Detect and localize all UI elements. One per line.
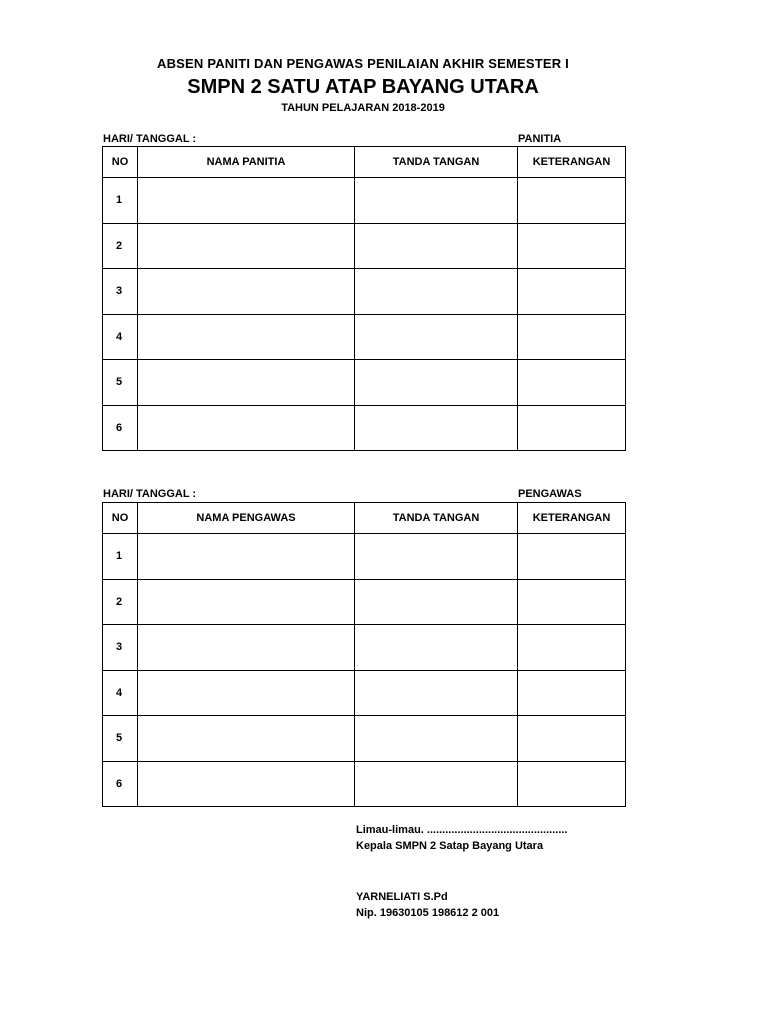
table-row (103, 360, 626, 406)
remarks-cell[interactable] (518, 670, 626, 716)
signature-cell[interactable] (355, 670, 518, 716)
remarks-cell[interactable] (518, 178, 626, 224)
remarks-cell[interactable] (518, 625, 626, 671)
signer-name: YARNELIATI S.Pd (356, 891, 448, 903)
table-row (103, 716, 626, 762)
row-number: 1 (103, 178, 138, 224)
name-cell[interactable] (138, 360, 355, 406)
place-date-line: Limau-limau. .............................................. (356, 824, 568, 836)
table-row (103, 534, 626, 580)
remarks-cell[interactable] (518, 716, 626, 762)
column-header-no: NO (103, 147, 138, 178)
name-cell[interactable] (138, 269, 355, 315)
row-number: 5 (103, 360, 138, 406)
signature-cell[interactable] (355, 534, 518, 580)
signature-cell[interactable] (355, 716, 518, 762)
name-cell[interactable] (138, 405, 355, 451)
signature-cell[interactable] (355, 269, 518, 315)
name-cell[interactable] (138, 716, 355, 762)
row-number: 3 (103, 625, 138, 671)
row-number: 1 (103, 534, 138, 580)
row-number: 6 (103, 405, 138, 451)
pengawas-date-label: HARI/ TANGGAL : (103, 488, 197, 500)
signer-nip: Nip. 19630105 198612 2 001 (356, 907, 500, 919)
row-number: 6 (103, 761, 138, 807)
column-header-name: NAMA PANITIA (138, 147, 355, 178)
panitia-section-label: PANITIA (518, 133, 562, 145)
name-cell[interactable] (138, 223, 355, 269)
row-number: 3 (103, 269, 138, 315)
name-cell[interactable] (138, 534, 355, 580)
table-row (103, 761, 626, 807)
remarks-cell[interactable] (518, 269, 626, 315)
name-cell[interactable] (138, 761, 355, 807)
column-header-remarks: KETERANGAN (518, 147, 626, 178)
column-header-signature: TANDA TANGAN (355, 503, 518, 534)
document-title: ABSEN PANITI DAN PENGAWAS PENILAIAN AKHIR SEMESTER I (157, 56, 569, 71)
signature-cell[interactable] (355, 223, 518, 269)
signer-title: Kepala SMPN 2 Satap Bayang Utara (356, 840, 544, 852)
row-number: 4 (103, 314, 138, 360)
column-header-remarks: KETERANGAN (518, 503, 626, 534)
pengawas-section-label: PENGAWAS (518, 488, 582, 500)
pengawas-table (102, 502, 626, 807)
panitia-table (102, 146, 626, 451)
signature-cell[interactable] (355, 178, 518, 224)
remarks-cell[interactable] (518, 579, 626, 625)
name-cell[interactable] (138, 625, 355, 671)
column-header-signature: TANDA TANGAN (355, 147, 518, 178)
remarks-cell[interactable] (518, 405, 626, 451)
remarks-cell[interactable] (518, 761, 626, 807)
signature-cell[interactable] (355, 314, 518, 360)
table-header-row (103, 503, 626, 534)
row-number: 2 (103, 579, 138, 625)
column-header-name: NAMA PENGAWAS (138, 503, 355, 534)
name-cell[interactable] (138, 314, 355, 360)
signature-cell[interactable] (355, 405, 518, 451)
remarks-cell[interactable] (518, 360, 626, 406)
panitia-date-label: HARI/ TANGGAL : (103, 133, 197, 145)
signature-cell[interactable] (355, 761, 518, 807)
row-number: 5 (103, 716, 138, 762)
table-row (103, 405, 626, 451)
table-row (103, 178, 626, 224)
row-number: 4 (103, 670, 138, 716)
academic-year: TAHUN PELAJARAN 2018-2019 (281, 102, 445, 114)
table-row (103, 670, 626, 716)
school-name: SMPN 2 SATU ATAP BAYANG UTARA (187, 76, 539, 98)
table-row (103, 223, 626, 269)
name-cell[interactable] (138, 579, 355, 625)
signature-cell[interactable] (355, 625, 518, 671)
remarks-cell[interactable] (518, 223, 626, 269)
table-row (103, 579, 626, 625)
signature-cell[interactable] (355, 360, 518, 406)
row-number: 2 (103, 223, 138, 269)
column-header-no: NO (103, 503, 138, 534)
table-row (103, 269, 626, 315)
table-row (103, 625, 626, 671)
name-cell[interactable] (138, 178, 355, 224)
name-cell[interactable] (138, 670, 355, 716)
signature-cell[interactable] (355, 579, 518, 625)
table-header-row (103, 147, 626, 178)
remarks-cell[interactable] (518, 314, 626, 360)
table-row (103, 314, 626, 360)
remarks-cell[interactable] (518, 534, 626, 580)
